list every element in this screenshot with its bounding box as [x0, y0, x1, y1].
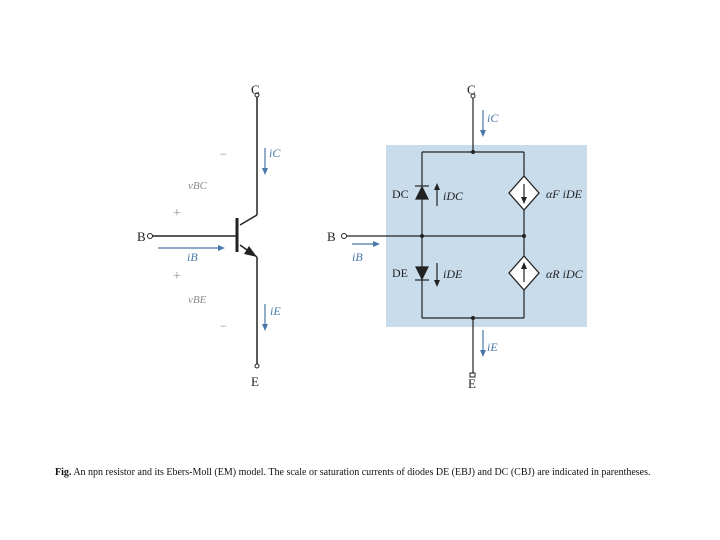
- left-voltage-vbe: vBE: [188, 294, 207, 306]
- left-current-ic: iC: [269, 146, 281, 160]
- left-label-e: E: [251, 374, 259, 389]
- right-label-b: B: [327, 229, 336, 244]
- left-current-ie: iE: [270, 304, 281, 318]
- right-source-bottom-label: αR iDC: [546, 267, 583, 281]
- bjt-symbol: [150, 95, 257, 365]
- caption-prefix: Fig.: [55, 467, 72, 478]
- terminal-e-left: [255, 364, 259, 368]
- right-current-ide: iDE: [443, 267, 463, 281]
- right-current-ib: iB: [352, 250, 363, 264]
- left-label-b: B: [137, 229, 146, 244]
- figure-caption: [55, 466, 665, 479]
- terminal-b-right: [342, 234, 347, 239]
- left-current-arrows: [158, 148, 268, 331]
- left-current-ib: iB: [187, 250, 198, 264]
- right-current-idc: iDC: [443, 189, 464, 203]
- left-plus-top: +: [173, 206, 181, 221]
- right-label-c: C: [467, 82, 476, 97]
- em-model-wires: [347, 97, 524, 374]
- right-current-ic: iC: [487, 111, 499, 125]
- left-voltage-vbc: vBC: [188, 180, 207, 192]
- left-minus-bottom: −: [220, 319, 227, 333]
- right-current-ie: iE: [487, 340, 498, 354]
- right-label-dc: DC: [392, 187, 409, 201]
- left-label-c: C: [251, 82, 260, 97]
- left-minus-top: −: [220, 147, 227, 161]
- left-plus-bottom: +: [173, 269, 181, 284]
- caption-text: An npn resistor and its Ebers-Moll (EM) model. The scale or saturation currents of diodes DE (EBJ) and DC (CBJ) are indicated in parentheses.: [71, 467, 651, 478]
- right-source-top-label: αF iDE: [546, 187, 582, 201]
- terminal-b-left: [148, 234, 153, 239]
- emitter-arrow: [244, 246, 257, 257]
- right-label-de: DE: [392, 266, 408, 280]
- right-label-e: E: [468, 376, 476, 391]
